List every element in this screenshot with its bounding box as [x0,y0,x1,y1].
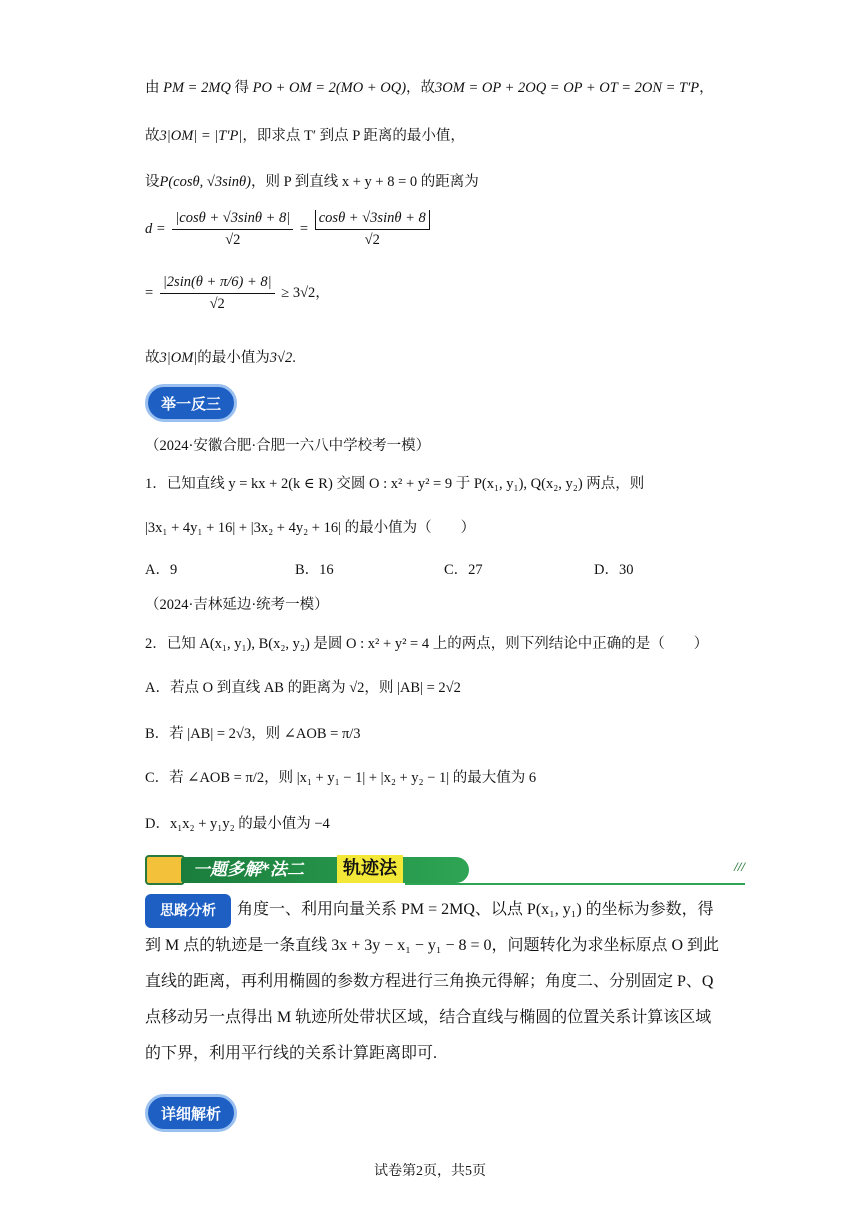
section-slashes: /// [734,859,745,874]
text: ，故 [406,80,436,96]
solution-line-6 [145,346,296,367]
fraction [160,274,275,313]
q2-option-d: D．x₁x₂ + y₁y₂ 的最小值为 −4 [145,816,330,832]
equation-param-point: P(cosθ, √3sinθ) [159,174,251,190]
equation-norm: 3|OM| [159,350,198,366]
detail-badge [145,1094,237,1132]
section-header [145,855,745,885]
q1-stem-line-2: |3x₁ + 4y₁ + 16| + |3x₂ + 4y₂ + 16| 的最小值为（ ） [145,520,476,536]
solution-line-3 [145,170,479,191]
equals-sign: = [299,220,309,237]
fraction [172,210,293,249]
text: . [292,350,296,366]
badge-label: 思路分析 [160,903,216,919]
badge-label: 举一反三 [160,394,221,413]
fraction-denominator: √2 [225,232,241,248]
fraction-denominator: √2 [364,232,380,248]
fraction-numerator: |2sin(θ + π/6) + 8| [160,274,275,294]
distance-lhs: d = [145,220,166,237]
min-value: 3√2 [269,350,293,366]
section-title: 轨迹法 [337,855,403,883]
section-method-text: 一题多解*法二 [193,860,304,880]
section-rule [405,883,745,885]
equation-vector-pm: PM = 2MQ [163,80,231,96]
fraction-denominator: √2 [209,296,225,312]
q2-option-a: A．若点 O 到直线 AB 的距离为 √2，则 |AB| = 2√2 [145,680,461,696]
badge-label: 详细解析 [160,1104,221,1123]
inequality: ≥ 3√2， [281,284,330,301]
text: 由 [145,80,160,96]
q2-option-b: B．若 |AB| = 2√3，则 ∠AOB = π/3 [145,726,361,742]
fraction [315,210,430,249]
solution-line-1 [145,76,714,97]
fraction-numerator: |cosθ + √3sinθ + 8| [172,210,293,230]
text: 故 [145,128,160,144]
q1-option-b: B．16 [295,562,334,578]
q1-stem-line-1: 1．已知直线 y = kx + 2(k ∈ R) 交圆 O : x² + y² = 9 于 P(x₁, y₁), Q(x₂, y₂) 两点，则 [145,476,645,492]
q1-option-c: C．27 [444,562,483,578]
analysis-paragraph: 角度一、利用向量关系 PM = 2MQ、以点 P(x₁, y₁) 的坐标为参数，得到 M 点的轨迹是一条直线 3x + 3y − x₁ − y₁ − 8 = 0，问题转化为求坐标原点 O 到此直线的距离，再利用椭圆的参数方程进行三角换元得解；角度二、分别固定 P、Q 点移动另一点得出 M 轨迹所处带状区域，结合直线与椭圆的位置关系计算该区域的下界，利用平行线的关系计算距离即可. [145,901,720,1062]
text: ，即求点 T′ 到点 P 距离的最小值， [242,128,465,144]
books-icon [145,855,185,885]
equation-norm: 3|OM| = |T′P| [159,128,243,144]
text: 设 [145,174,160,190]
text: 得 [234,80,250,96]
q1-source: （2024·安徽合肥·合肥一六八中学校考一模） [145,438,431,454]
practice-badge [145,384,237,422]
solution-line-4 [145,210,433,249]
q1-option-d: D．30 [594,562,634,578]
q1-option-a: A．9 [145,562,178,578]
equation-vector-chain: 3OM = OP + 2OQ = OP + OT = 2ON = T′P [435,80,700,96]
text: ， [699,80,714,96]
solution-line-2 [145,124,465,145]
text: 的最小值为 [197,350,270,366]
text: 故 [145,350,160,366]
fraction-numerator: cosθ + √3sinθ + 8 [315,210,430,230]
q2-source: （2024·吉林延边·统考一模） [145,597,329,613]
equation-vector-sum: PO + OM = 2(MO + OQ) [252,80,407,96]
text: ，则 P 到直线 x + y + 8 = 0 的距离为 [250,174,479,190]
section-method-label [181,857,469,883]
page-footer: 试卷第2页，共5页 [374,1164,486,1179]
q2-stem: 2．已知 A(x₁, y₁), B(x₂, y₂) 是圆 O : x² + y² = 4 上的两点，则下列结论中正确的是（ ） [145,636,709,652]
equals-sign: = [145,284,154,301]
solution-line-5 [145,274,330,313]
q2-option-c: C．若 ∠AOB = π/2，则 |x₁ + y₁ − 1| + |x₂ + y₂ − 1| 的最大值为 6 [145,770,537,786]
